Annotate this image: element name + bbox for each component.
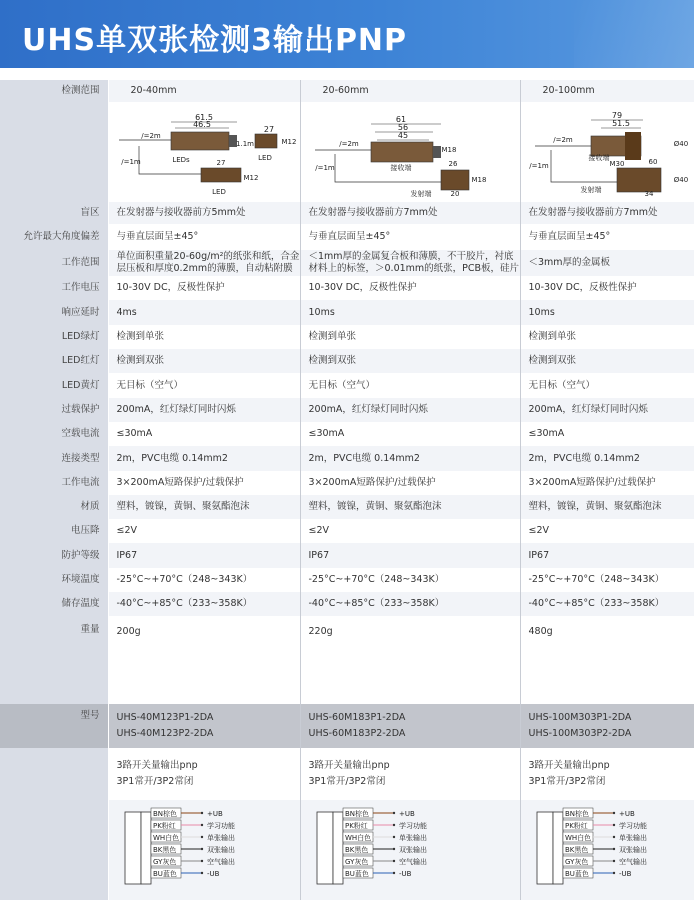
wire-function-label: 学习功能 <box>618 822 647 830</box>
sensor-terminal <box>553 812 563 884</box>
wire-color-label: BK黑色 <box>564 846 588 854</box>
wire-terminal-dot <box>612 836 614 838</box>
spec-row-led_yellow <box>0 373 694 398</box>
spec-value: 检测到双张 <box>520 349 694 373</box>
dimension-inner: 51.5 <box>611 119 630 128</box>
spec-value: 检测到双张 <box>300 349 520 373</box>
dimension-connector: 27 <box>263 125 274 134</box>
wire-function-label: 单张输出 <box>398 834 427 842</box>
spec-label: 连接类型 <box>0 446 108 471</box>
dimension-total: 79 <box>611 111 622 120</box>
cable-length-2: /=1m <box>120 158 141 166</box>
sensor-terminal <box>141 812 151 884</box>
spec-label: 防护等级 <box>0 543 108 568</box>
spec-label: 空载电流 <box>0 422 108 446</box>
output-mode: 3P1常开/3P2常闭 <box>116 776 194 787</box>
sensor-block <box>537 812 553 884</box>
dimension-emitter: 26 <box>448 160 457 168</box>
dimension-thread: M18 <box>441 146 456 154</box>
weight-value: 200g <box>108 616 300 704</box>
model-number: UHS-100M303P2-2DA <box>528 728 632 739</box>
receiver-label: 接收端 <box>588 154 609 162</box>
sensor-cap <box>433 146 441 158</box>
spec-value: IP67 <box>520 543 694 568</box>
spec-row-blind <box>0 202 694 224</box>
spec-value: 无目标（空气） <box>108 373 300 398</box>
dimension-drawing-cell <box>520 102 694 202</box>
spec-value: 检测到双张 <box>108 349 300 373</box>
wiring-diagram <box>301 800 521 896</box>
wire-terminal-dot <box>612 812 614 814</box>
spec-label: 工作电压 <box>0 276 108 300</box>
wire-function-label: -UB <box>398 870 411 878</box>
spec-label: 允许最大角度偏差 <box>0 224 108 250</box>
emitter-label: 发射端 <box>580 186 601 194</box>
receiver-body <box>201 168 241 182</box>
spec-value: 3×200mA短路保护/过载保护 <box>108 471 300 495</box>
model-number: UHS-40M123P1-2DA <box>116 712 214 723</box>
spec-label <box>0 748 108 800</box>
spec-row-work_current <box>0 471 694 495</box>
weight-value: 480g <box>520 616 694 704</box>
model-number: UHS-100M303P1-2DA <box>528 712 632 723</box>
spec-value: 10ms <box>300 300 520 325</box>
sensor-terminal <box>333 812 343 884</box>
wire-color-label: BU蓝色 <box>344 870 369 878</box>
dimension-emitter: 60 <box>648 158 657 166</box>
sensor-block <box>125 812 141 884</box>
dimension-drawing-cell <box>300 102 520 202</box>
connector <box>255 134 277 148</box>
wire-terminal-dot <box>392 836 394 838</box>
model-number: UHS-60M183P2-2DA <box>308 728 406 739</box>
cable-length: /=2m <box>338 140 359 148</box>
dimension-diameter: Ø40 <box>673 140 688 148</box>
output-cell <box>108 748 300 800</box>
spec-row-idle_current <box>0 422 694 446</box>
wire-terminal-dot <box>392 848 394 850</box>
wire-color-label: GY灰色 <box>344 858 368 866</box>
wire-color-label: GY灰色 <box>564 858 588 866</box>
wire-color-label: WH白色 <box>152 834 179 842</box>
spec-row-deviation <box>0 224 694 250</box>
spec-row-diagram <box>0 102 694 202</box>
wire-terminal-dot <box>612 872 614 874</box>
wire-function-label: 双张输出 <box>618 846 647 854</box>
dimension-thread-2: M12 <box>243 174 258 182</box>
spec-label: LED黄灯 <box>0 373 108 398</box>
dimension-drawing-cell <box>108 102 300 202</box>
spec-row-overload <box>0 398 694 422</box>
wire-function-label: -UB <box>206 870 219 878</box>
range-value: 20-60mm <box>300 80 520 102</box>
spec-value: 在发射器与接收器前方7mm处 <box>300 202 520 224</box>
page-title: UHS单双张检测3输出PNP <box>22 23 408 58</box>
spec-value: 与垂直层面呈±45° <box>300 224 520 250</box>
wire-color-label: PK粉红 <box>564 822 588 830</box>
wire-function-label: 学习功能 <box>206 822 235 830</box>
spec-value: 2m，PVC电缆 0.14mm2 <box>108 446 300 471</box>
spec-label: LED绿灯 <box>0 325 108 349</box>
spec-value: -25°C~+70°C（248~343K） <box>108 568 300 592</box>
dimension-total: 61 <box>395 115 406 124</box>
spec-value: 3×200mA短路保护/过载保护 <box>300 471 520 495</box>
dimension-total: 61.5 <box>194 113 213 122</box>
wiring-diagram <box>521 800 694 896</box>
output-type: 3路开关量输出pnp <box>116 760 198 771</box>
emitter-body <box>441 170 469 190</box>
spec-value: 塑料，镀镍，黄铜、聚氨酯泡沫 <box>520 495 694 519</box>
wiring-cell <box>520 800 694 900</box>
spec-value: 200mA，红灯绿灯同时闪烁 <box>108 398 300 422</box>
wire-terminal-dot <box>392 812 394 814</box>
wire-terminal-dot <box>612 824 614 826</box>
wire-color-label: GY灰色 <box>152 858 176 866</box>
wire-color-label: BK黑色 <box>344 846 368 854</box>
wire-terminal-dot <box>200 860 202 862</box>
led-label-2: LED <box>257 154 272 162</box>
spec-value: -25°C~+70°C（248~343K） <box>520 568 694 592</box>
spec-value: 3×200mA短路保护/过载保护 <box>520 471 694 495</box>
spec-value: 塑料，镀镍，黄铜、聚氨酯泡沫 <box>108 495 300 519</box>
sensor-dimension-drawing <box>521 102 694 198</box>
spec-row-led_red <box>0 349 694 373</box>
spec-label <box>0 800 108 900</box>
cable-length-2: /=1m <box>528 162 549 170</box>
wire-terminal-dot <box>392 872 394 874</box>
dimension-emitter-2: 34 <box>644 190 653 198</box>
output-cell <box>520 748 694 800</box>
spec-value: 2m，PVC电缆 0.14mm2 <box>300 446 520 471</box>
wiring-diagram <box>109 800 301 896</box>
output-type: 3路开关量输出pnp <box>528 760 610 771</box>
sensor-block <box>317 812 333 884</box>
model-cell <box>300 704 520 748</box>
range-value: 20-40mm <box>108 80 300 102</box>
dimension-diameter-2: Ø40 <box>673 176 688 184</box>
wire-color-label: BN棕色 <box>564 810 589 818</box>
spec-value: ≤2V <box>108 519 300 543</box>
wiring-cell <box>300 800 520 900</box>
spec-row-voltage_drop <box>0 519 694 543</box>
spec-label: 环境温度 <box>0 568 108 592</box>
wire-terminal-dot <box>612 860 614 862</box>
spec-value: 塑料，镀镍，黄铜、聚氨酯泡沫 <box>300 495 520 519</box>
wire-color-label: BK黑色 <box>152 846 176 854</box>
range-value: 20-100mm <box>520 80 694 102</box>
sensor-dimension-drawing <box>109 102 301 198</box>
led-label: LEDs <box>171 156 190 164</box>
sensor-body <box>171 132 229 150</box>
spec-value: ≤30mA <box>300 422 520 446</box>
spec-label: 工作范围 <box>0 250 108 276</box>
spec-label: 检测范围 <box>0 80 108 102</box>
spec-row-protection <box>0 543 694 568</box>
spec-row-connection <box>0 446 694 471</box>
output-type: 3路开关量输出pnp <box>308 760 390 771</box>
spec-value: 与垂直层面呈±45° <box>108 224 300 250</box>
sensor-head <box>625 132 641 160</box>
spec-value: 2m，PVC电缆 0.14mm2 <box>520 446 694 471</box>
wire-function-label: 单张输出 <box>206 834 235 842</box>
banner-decoration <box>574 0 694 68</box>
spec-value: ≤30mA <box>520 422 694 446</box>
wire-terminal-dot <box>392 824 394 826</box>
wire-function-label: 双张输出 <box>206 846 235 854</box>
wire-color-label: BN棕色 <box>152 810 177 818</box>
spec-label <box>0 102 108 202</box>
spec-label: 盲区 <box>0 202 108 224</box>
cable-length-2: /=1m <box>314 164 335 172</box>
led-label-3: LED <box>211 188 226 196</box>
emitter-body <box>617 168 661 192</box>
dimension-thread-2: M18 <box>471 176 486 184</box>
spec-value: 无目标（空气） <box>520 373 694 398</box>
spec-label: 响应延时 <box>0 300 108 325</box>
wire-terminal-dot <box>200 848 202 850</box>
spec-value: 检测到单张 <box>300 325 520 349</box>
model-number: UHS-40M123P2-2DA <box>116 728 214 739</box>
spec-label: LED红灯 <box>0 349 108 373</box>
wire-terminal-dot <box>200 812 202 814</box>
cable-length: /=2m <box>552 136 573 144</box>
wire-color-label: BU蓝色 <box>152 870 177 878</box>
model-cell <box>520 704 694 748</box>
spec-value: 4ms <box>108 300 300 325</box>
spec-value: 与垂直层面呈±45° <box>520 224 694 250</box>
spec-value: IP67 <box>300 543 520 568</box>
spec-label: 过载保护 <box>0 398 108 422</box>
spec-label: 型号 <box>0 704 108 748</box>
wire-function-label: +UB <box>206 810 223 818</box>
spec-row-led_green <box>0 325 694 349</box>
spec-value: 单位面积重量20-60g/m²的纸张和纸，合金层压板和厚度0.2mm的薄膜，自动粘附膜 <box>108 250 300 276</box>
spec-value: ＜3mm厚的金属板 <box>520 250 694 276</box>
wiring-cell <box>108 800 300 900</box>
dimension-gap: 1.1m <box>235 140 254 148</box>
spec-value: ≤30mA <box>108 422 300 446</box>
spec-row-response <box>0 300 694 325</box>
wire-function-label: 双张输出 <box>398 846 427 854</box>
spec-row-store_temp <box>0 592 694 616</box>
dimension-emitter-2: 20 <box>450 190 459 198</box>
sensor-body <box>371 142 433 162</box>
weight-value: 220g <box>300 616 520 704</box>
wire-terminal-dot <box>612 848 614 850</box>
spec-value: 10-30V DC，反极性保护 <box>520 276 694 300</box>
wire-function-label: +UB <box>618 810 635 818</box>
spec-label: 储存温度 <box>0 592 108 616</box>
wire-color-label: PK粉红 <box>344 822 368 830</box>
receiver-label: 接收端 <box>390 164 411 172</box>
spec-value: IP67 <box>108 543 300 568</box>
spec-value: 检测到单张 <box>520 325 694 349</box>
spec-row-voltage <box>0 276 694 300</box>
spec-label: 电压降 <box>0 519 108 543</box>
wire-function-label: 空气输出 <box>618 858 647 866</box>
spec-value: 10-30V DC，反极性保护 <box>300 276 520 300</box>
cable-length: /=2m <box>140 132 161 140</box>
output-mode: 3P1常开/3P2常闭 <box>308 776 386 787</box>
spec-row-weight <box>0 616 694 704</box>
wire-terminal-dot <box>392 860 394 862</box>
wire-color-label: BN棕色 <box>344 810 369 818</box>
output-mode: 3P1常开/3P2常闭 <box>528 776 606 787</box>
wire-function-label: 单张输出 <box>618 834 647 842</box>
spec-value: 10ms <box>520 300 694 325</box>
wire-color-label: WH白色 <box>564 834 591 842</box>
dimension-inner-2: 45 <box>397 131 408 140</box>
spec-row-wiring <box>0 800 694 900</box>
spec-value: -40°C~+85°C（233~358K） <box>108 592 300 616</box>
dimension-receiver: 27 <box>216 159 225 167</box>
spec-value: 200mA，红灯绿灯同时闪烁 <box>300 398 520 422</box>
sensor-dimension-drawing <box>301 102 521 198</box>
spec-row-env_temp <box>0 568 694 592</box>
spec-label: 工作电流 <box>0 471 108 495</box>
spec-value: ≤2V <box>300 519 520 543</box>
wire-function-label: 学习功能 <box>398 822 427 830</box>
spec-value: 无目标（空气） <box>300 373 520 398</box>
dimension-inner: 56 <box>397 123 408 132</box>
spec-label: 重量 <box>0 616 108 704</box>
model-number: UHS-60M183P1-2DA <box>308 712 406 723</box>
spec-value: ＜1mm厚的金属复合板和薄膜，不干胶片，衬底材料上的标签，＞0.01mm的纸张，PCB板，硅片 <box>300 250 520 276</box>
spec-row-material <box>0 495 694 519</box>
spec-row-range <box>0 80 694 102</box>
spec-value: ≤2V <box>520 519 694 543</box>
title-banner <box>0 0 694 68</box>
emitter-label: 发射端 <box>410 190 431 198</box>
wire-terminal-dot <box>200 872 202 874</box>
spec-table <box>0 80 694 900</box>
spec-value: 200mA，红灯绿灯同时闪烁 <box>520 398 694 422</box>
wire-color-label: BU蓝色 <box>564 870 589 878</box>
dimension-thread: M12 <box>281 138 296 146</box>
spec-row-model <box>0 704 694 748</box>
wire-function-label: +UB <box>398 810 415 818</box>
spec-value: -40°C~+85°C（233~358K） <box>520 592 694 616</box>
wire-function-label: 空气输出 <box>398 858 427 866</box>
spec-row-work_range <box>0 250 694 276</box>
spec-value: -25°C~+70°C（248~343K） <box>300 568 520 592</box>
dimension-thread: M30 <box>609 160 624 168</box>
output-cell <box>300 748 520 800</box>
dimension-inner: 46.5 <box>192 120 211 129</box>
spec-value: -40°C~+85°C（233~358K） <box>300 592 520 616</box>
spec-value: 10-30V DC，反极性保护 <box>108 276 300 300</box>
spec-label: 材质 <box>0 495 108 519</box>
spec-row-output <box>0 748 694 800</box>
wire-terminal-dot <box>200 824 202 826</box>
wire-function-label: 空气输出 <box>206 858 235 866</box>
wire-terminal-dot <box>200 836 202 838</box>
model-cell <box>108 704 300 748</box>
spec-value: 在发射器与接收器前方5mm处 <box>108 202 300 224</box>
wire-color-label: WH白色 <box>344 834 371 842</box>
spec-value: 检测到单张 <box>108 325 300 349</box>
wire-function-label: -UB <box>618 870 631 878</box>
wire-color-label: PK粉红 <box>152 822 176 830</box>
spec-value: 在发射器与接收器前方7mm处 <box>520 202 694 224</box>
